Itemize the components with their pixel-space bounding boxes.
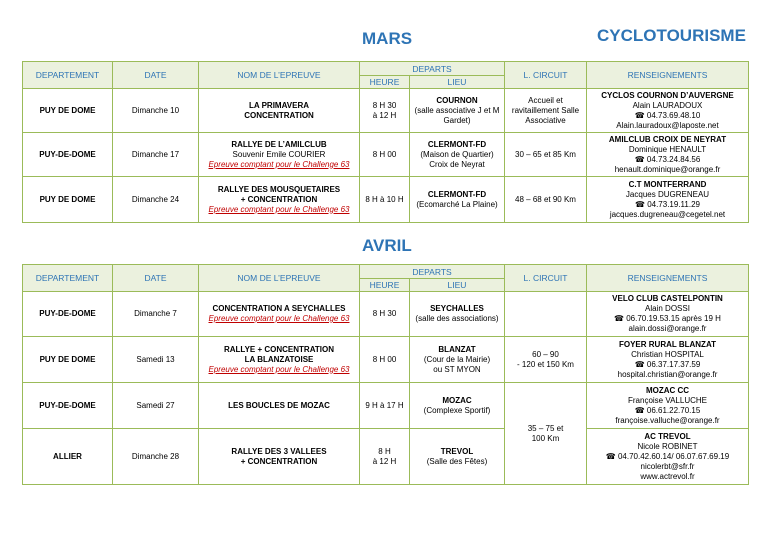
- cell-date: Dimanche 7: [113, 292, 199, 337]
- cell-nom: RALLYE + CONCENTRATION LA BLANZATOISE Epreuve comptant pour le Challenge 63: [199, 337, 360, 383]
- cell-departement: PUY DE DOME: [23, 89, 113, 133]
- mars-table: [22, 61, 749, 223]
- cell-date: Dimanche 17: [113, 133, 199, 177]
- header-heure: HEURE: [360, 279, 410, 292]
- cell-renseignements: C.T MONTFERRAND Jacques DUGRENEAU ☎ 04.73.19.11.29 jacques.dugreneau@cegetel.net: [587, 177, 749, 223]
- cell-nom: CONCENTRATION A SEYCHALLES Epreuve comptant pour le Challenge 63: [199, 292, 360, 337]
- header-heure: HEURE: [360, 76, 410, 89]
- cell-renseignements: CYCLOS COURNON D’AUVERGNE Alain LAURADOUX ☎ 04.73.69.48.10 Alain.lauradoux@laposte.net: [587, 89, 749, 133]
- cell-departement: ALLIER: [23, 429, 113, 485]
- page-title: CYCLOTOURISME: [597, 26, 746, 45]
- cell-lieu: SEYCHALLES (salle des associations): [410, 292, 505, 337]
- cell-lieu: COURNON (salle associative J et M Gardet): [410, 89, 505, 133]
- cell-renseignements: VELO CLUB CASTELPONTIN Alain DOSSI ☎ 06.70.19.53.15 après 19 H alain.dossi@orange.fr: [587, 292, 749, 337]
- cell-departement: PUY-DE-DOME: [23, 133, 113, 177]
- header-circuit: L. CIRCUIT: [505, 265, 587, 292]
- cell-lieu: CLERMONT-FD (Maison de Quartier) Croix de Neyrat: [410, 133, 505, 177]
- header-lieu: LIEU: [410, 76, 505, 89]
- header-lieu: LIEU: [410, 279, 505, 292]
- cell-departement: PUY DE DOME: [23, 177, 113, 223]
- cell-circuit: 35 – 75 et 100 Km: [505, 383, 587, 485]
- cell-heure: 8 H à 10 H: [360, 177, 410, 223]
- challenge-note: Epreuve comptant pour le Challenge 63: [208, 364, 350, 374]
- cell-nom: RALLYE DES MOUSQUETAIRES + CONCENTRATION Epreuve comptant pour le Challenge 63: [199, 177, 360, 223]
- cell-circuit: Accueil et ravitaillement Salle Associative: [505, 89, 587, 133]
- cell-departement: PUY-DE-DOME: [23, 383, 113, 429]
- cell-heure: 8 H 30: [360, 292, 410, 337]
- header-departs: DEPARTS: [360, 265, 505, 279]
- cell-date: Samedi 27: [113, 383, 199, 429]
- header-departement: DEPARTEMENT: [23, 265, 113, 292]
- challenge-note: Epreuve comptant pour le Challenge 63: [208, 314, 350, 323]
- avril-table: [22, 264, 749, 485]
- cell-date: Dimanche 28: [113, 429, 199, 485]
- cell-lieu: TREVOL (Salle des Fêtes): [410, 429, 505, 485]
- challenge-note: Epreuve comptant pour le Challenge 63: [208, 204, 350, 214]
- cell-nom: RALLYE DES 3 VALLEES + CONCENTRATION: [199, 429, 360, 485]
- header-nom: NOM DE L’EPREUVE: [199, 265, 360, 292]
- header-circuit: L. CIRCUIT: [505, 62, 587, 89]
- cell-heure: 8 H 00: [360, 133, 410, 177]
- cell-lieu: BLANZAT (Cour de la Mairie) ou ST MYON: [410, 337, 505, 383]
- table-row: [23, 89, 749, 133]
- table-row: [23, 383, 749, 429]
- header-renseignements: RENSEIGNEMENTS: [587, 62, 749, 89]
- table-row: [23, 337, 749, 383]
- cell-circuit: 30 – 65 et 85 Km: [505, 133, 587, 177]
- table-row: [23, 133, 749, 177]
- cell-date: Samedi 13: [113, 337, 199, 383]
- cell-nom: RALLYE DE L’AMILCLUB Souvenir Emile COURIER Epreuve comptant pour le Challenge 63: [199, 133, 360, 177]
- cell-nom: LES BOUCLES DE MOZAC: [199, 383, 360, 429]
- cell-circuit: [505, 292, 587, 337]
- cell-departement: PUY-DE-DOME: [23, 292, 113, 337]
- cell-date: Dimanche 10: [113, 89, 199, 133]
- month-title-mars: MARS: [362, 29, 413, 48]
- cell-nom: LA PRIMAVERA CONCENTRATION: [199, 89, 360, 133]
- header-departement: DEPARTEMENT: [23, 62, 113, 89]
- header-nom: NOM DE L’EPREUVE: [199, 62, 360, 89]
- header-date: DATE: [113, 265, 199, 292]
- cell-renseignements: AMILCLUB CROIX DE NEYRAT Dominique HENAULT ☎ 04.73.24.84.56 henault.dominique@orange.fr: [587, 133, 749, 177]
- cell-heure: 9 H à 17 H: [360, 383, 410, 429]
- cell-heure: 8 H 00: [360, 337, 410, 383]
- table-row: [23, 177, 749, 223]
- cell-circuit: 48 – 68 et 90 Km: [505, 177, 587, 223]
- cell-lieu: CLERMONT-FD (Ecomarché La Plaine): [410, 177, 505, 223]
- challenge-note: Epreuve comptant pour le Challenge 63: [208, 159, 350, 169]
- cell-circuit: 60 – 90 - 120 et 150 Km: [505, 337, 587, 383]
- cell-heure: 8 H à 12 H: [360, 429, 410, 485]
- table-row: [23, 292, 749, 337]
- header-renseignements: RENSEIGNEMENTS: [587, 265, 749, 292]
- cell-departement: PUY DE DOME: [23, 337, 113, 383]
- header-date: DATE: [113, 62, 199, 89]
- month-title-avril: AVRIL: [362, 236, 412, 255]
- cell-renseignements: AC TREVOL Nicole ROBINET ☎ 04.70.42.60.14/ 06.07.67.69.19 nicolerbt@sfr.fr www.actrevol.fr: [587, 429, 749, 485]
- cell-renseignements: FOYER RURAL BLANZAT Christian HOSPITAL ☎ 06.37.17.37.59 hospital.christian@orange.fr: [587, 337, 749, 383]
- header-departs: DEPARTS: [360, 62, 505, 76]
- table-row: [23, 429, 749, 485]
- cell-date: Dimanche 24: [113, 177, 199, 223]
- cell-heure: 8 H 30 à 12 H: [360, 89, 410, 133]
- cell-renseignements: MOZAC CC Françoise VALLUCHE ☎ 06.61.22.70.15 françoise.valluche@orange.fr: [587, 383, 749, 429]
- cell-lieu: MOZAC (Complexe Sportif): [410, 383, 505, 429]
